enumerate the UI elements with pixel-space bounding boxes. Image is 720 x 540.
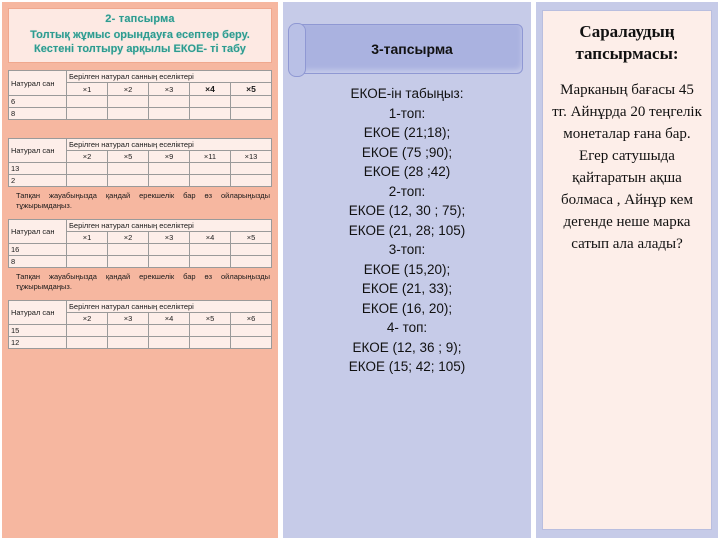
multiplier-cell: ×2 (67, 151, 108, 163)
task3-line: ЕКОЕ (75 ;90); (361, 144, 453, 160)
multiplier-cell: ×4 (190, 83, 231, 96)
empty-cell[interactable] (108, 96, 149, 108)
empty-cell[interactable] (67, 244, 108, 256)
table-header-multiples: Берілген натурал санның еселіктері (67, 71, 272, 83)
empty-cell[interactable] (149, 337, 190, 349)
task3-title: 3-тапсырма (371, 41, 453, 57)
empty-cell[interactable] (149, 175, 190, 187)
multiplier-cell: ×9 (149, 151, 190, 163)
empty-cell[interactable] (108, 325, 149, 337)
multiplier-cell: ×4 (149, 313, 190, 325)
task3-line: ЕКОЕ (12, 30 ; 75); (348, 203, 466, 218)
empty-cell[interactable] (149, 108, 190, 120)
right-task-panel (536, 2, 718, 538)
left-task-panel (2, 2, 278, 538)
row-value: 8 (9, 108, 67, 120)
empty-cell[interactable] (190, 96, 231, 108)
empty-cell[interactable] (108, 337, 149, 349)
row-value: 16 (9, 244, 67, 256)
empty-cell[interactable] (67, 96, 108, 108)
empty-cell[interactable] (190, 244, 231, 256)
table-row (9, 163, 272, 175)
empty-cell[interactable] (190, 163, 231, 175)
table-row (9, 244, 272, 256)
table-header-natural-number: Натурал сан (9, 301, 67, 325)
reflection-note: Тапқан жауабыңызда қандай ерекшелік бар өз ойларыңызды тұжырымдаңыз. (16, 191, 270, 210)
task3-line: ЕКОЕ (28 ;42) (363, 164, 451, 179)
empty-cell[interactable] (108, 256, 149, 268)
task3-line: 4- топ: (386, 320, 428, 335)
task3-line: 3-топ: (388, 242, 426, 257)
table-block-1 (8, 70, 272, 120)
empty-cell[interactable] (67, 163, 108, 175)
task3-line: ЕКОЕ (15; 42; 105) (348, 359, 466, 374)
task2-subtitle-line1: Толтық жұмыс орындауға есептер беру. (30, 29, 250, 41)
table-row (9, 337, 272, 349)
table-header-natural-number: Натурал сан (9, 71, 67, 96)
multiplier-cell: ×11 (190, 151, 231, 163)
task3-line: ЕКОЕ (21;18); (363, 125, 451, 140)
multiplier-cell: ×3 (149, 232, 190, 244)
empty-cell[interactable] (149, 244, 190, 256)
table-row (9, 108, 272, 120)
table-row (9, 220, 272, 232)
task2-title: 2- тапсырма (105, 13, 175, 25)
table-header-multiples: Берілген натурал санның еселіктері (67, 220, 272, 232)
middle-task-panel (283, 2, 531, 538)
table-header-natural-number: Натурал сан (9, 139, 67, 163)
table-row (9, 256, 272, 268)
multiples-table-4 (8, 300, 272, 349)
multiplier-cell: ×2 (108, 83, 149, 96)
empty-cell[interactable] (231, 337, 272, 349)
table-row (9, 71, 272, 83)
task3-line: ЕКОЕ (16, 20); (361, 300, 453, 316)
row-value: 13 (9, 163, 67, 175)
task3-line: ЕКОЕ-ін табыңыз: (350, 86, 464, 101)
multiplier-cell: ×2 (108, 232, 149, 244)
multiplier-cell: ×5 (231, 83, 272, 96)
empty-cell[interactable] (67, 175, 108, 187)
row-value: 15 (9, 325, 67, 337)
multiplier-cell: ×5 (231, 232, 272, 244)
multiples-table-1 (8, 70, 272, 120)
multiplier-cell: ×1 (67, 232, 108, 244)
task3-line: 1-топ: (388, 105, 426, 121)
row-value: 12 (9, 337, 67, 349)
multiplier-cell: ×3 (108, 313, 149, 325)
empty-cell[interactable] (190, 256, 231, 268)
table-row (9, 325, 272, 337)
table-block-4 (8, 300, 272, 349)
empty-cell[interactable] (149, 325, 190, 337)
empty-cell[interactable] (231, 325, 272, 337)
table-block-2 (8, 138, 272, 211)
table-row (9, 96, 272, 108)
empty-cell[interactable] (231, 108, 272, 120)
row-value: 8 (9, 256, 67, 268)
empty-cell[interactable] (108, 244, 149, 256)
empty-cell[interactable] (149, 256, 190, 268)
row-value: 6 (9, 96, 67, 108)
row-value: 2 (9, 175, 67, 187)
empty-cell[interactable] (231, 256, 272, 268)
empty-cell[interactable] (190, 175, 231, 187)
task3-line: ЕКОЕ (21, 33); (361, 281, 453, 296)
task3-line: 2-топ: (388, 183, 426, 199)
differentiation-title: Саралаудың тапсырмасы: (575, 22, 679, 63)
empty-cell[interactable] (67, 325, 108, 337)
multiplier-cell: ×2 (67, 313, 108, 325)
multiplier-cell: ×4 (190, 232, 231, 244)
table-row (9, 301, 272, 313)
task3-line: ЕКОЕ (15,20); (363, 261, 451, 277)
empty-cell[interactable] (190, 325, 231, 337)
multiplier-cell: ×3 (149, 83, 190, 96)
differentiation-task-box (542, 10, 712, 530)
table-header-multiples: Берілген натурал санның еселіктері (67, 139, 272, 151)
task3-banner (291, 24, 523, 74)
task3-line: ЕКОЕ (12, 36 ; 9); (352, 339, 462, 355)
multiples-table-2 (8, 138, 272, 187)
empty-cell[interactable] (231, 244, 272, 256)
multiplier-cell: ×1 (67, 83, 108, 96)
empty-cell[interactable] (108, 163, 149, 175)
reflection-note: Тапқан жауабыңызда қандай ерекшелік бар өз ойларыңызды тұжырымдаңыз. (16, 272, 270, 291)
task3-body (289, 84, 525, 377)
table-header-multiples: Берілген натурал санның еселіктері (67, 301, 272, 313)
empty-cell[interactable] (231, 163, 272, 175)
differentiation-text: Марканың бағасы 45 тг. Айнұрда 20 теңгелік монеталар ғана бар. Егер сатушыда қайтаратын ақша болмаса , Айнұр кем дегенде неше марка сатып ала алады? (552, 82, 702, 252)
task3-line: ЕКОЕ (21, 28; 105) (348, 222, 466, 238)
empty-cell[interactable] (190, 108, 231, 120)
multiples-table-3 (8, 219, 272, 268)
empty-cell[interactable] (149, 163, 190, 175)
empty-cell[interactable] (231, 96, 272, 108)
empty-cell[interactable] (108, 108, 149, 120)
table-header-natural-number: Натурал сан (9, 220, 67, 244)
empty-cell[interactable] (67, 256, 108, 268)
multiplier-cell: ×13 (231, 151, 272, 163)
empty-cell[interactable] (67, 108, 108, 120)
table-row (9, 139, 272, 151)
empty-cell[interactable] (67, 337, 108, 349)
empty-cell[interactable] (190, 337, 231, 349)
table-block-3 (8, 219, 272, 292)
table-row (9, 175, 272, 187)
empty-cell[interactable] (108, 175, 149, 187)
empty-cell[interactable] (231, 175, 272, 187)
multiplier-cell: ×5 (190, 313, 231, 325)
empty-cell[interactable] (149, 96, 190, 108)
multiplier-cell: ×6 (231, 313, 272, 325)
multiplier-cell: ×5 (108, 151, 149, 163)
task2-subtitle-line2: Кестені толтыру арқылы ЕКОЕ- ті табу (34, 43, 246, 55)
task2-title-box (8, 8, 272, 63)
